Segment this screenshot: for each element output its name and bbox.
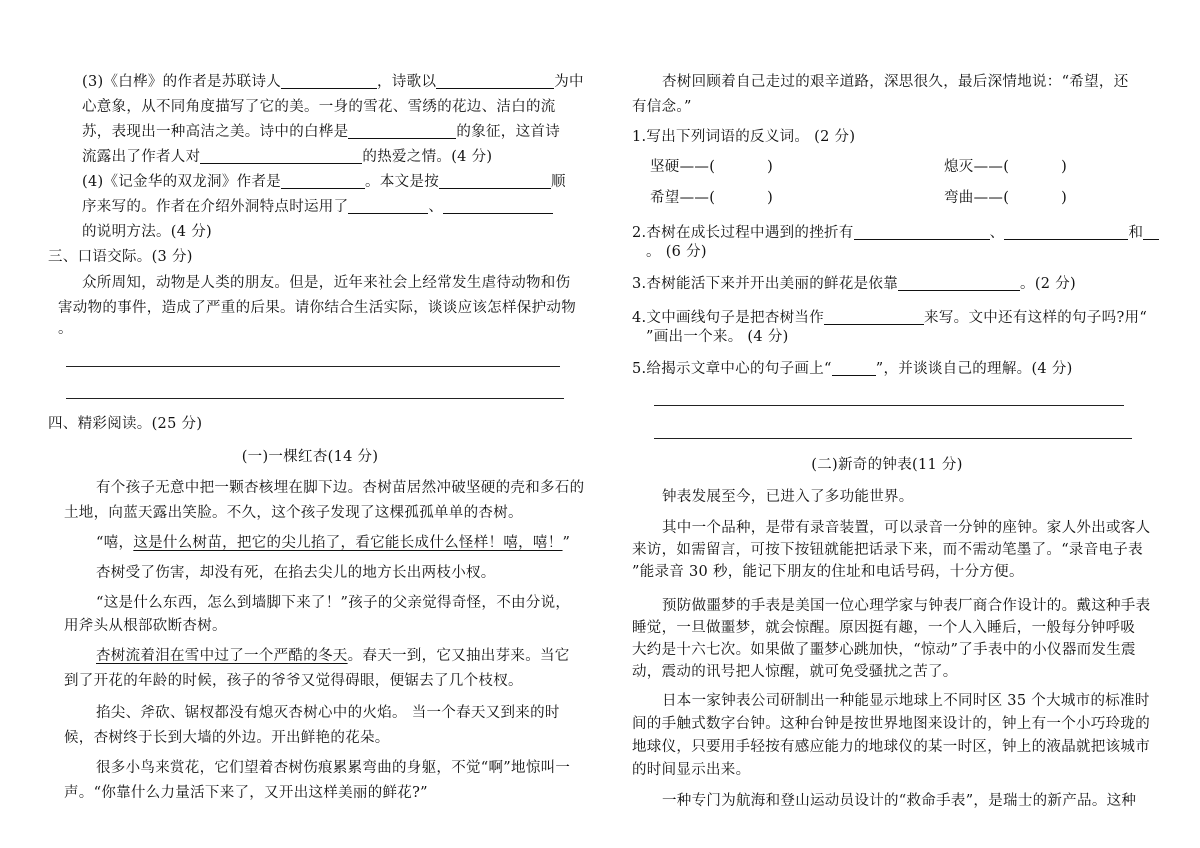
answer-blank[interactable] [281, 73, 377, 89]
p4-line2: 用斧头从根部砍断杏树。 [64, 618, 227, 634]
answer-blank[interactable] [348, 198, 428, 214]
question-2-line2: 。 (6 分) [646, 244, 707, 260]
answer-line[interactable] [66, 366, 560, 367]
answer-blank[interactable] [443, 198, 553, 214]
antonym-item: 坚硬——( ) [650, 159, 774, 175]
p7-line1: 很多小鸟来赏花，它们望着杏树伤痕累累弯曲的身躯，不觉“啊”地惊叫一 [96, 760, 571, 776]
q3-line1: (3)《白桦》的作者是苏联诗人 ，诗歌以 为中 [82, 74, 584, 90]
antonym-item: 希望——( ) [650, 190, 774, 206]
antonym-item: 熄灭——( ) [944, 159, 1068, 175]
p5-line2: 到了开花的年龄的时候，孩子的爷爷又觉得碍眼，便锯去了几个枝杈。 [64, 673, 523, 689]
b4-line1: 日本一家钟表公司研制出一种能显示地球上不同时区 35 个大城市的标准时 [662, 693, 1150, 709]
answer-blank[interactable] [898, 275, 1020, 291]
question-3: 3.杏树能活下来并开出美丽的鲜花是依靠 。(2 分) [632, 276, 1076, 292]
q3-line2: 心意象，从不同角度描写了它的美。一身的雪花、雪绣的花边、洁白的流 [82, 99, 556, 115]
passage-2-title: (二)新奇的钟表(11 分) [811, 457, 963, 473]
q3-line3: 苏，表现出一种高洁之美。诗中的白桦是 的象征，这首诗 [82, 124, 561, 140]
b2-line1: 其中一个品种，是带有录音装置，可以录音一分钟的座钟。家人外出或客人 [662, 520, 1151, 536]
question-2-line1: 2.杏树在成长过程中遇到的挫折有 、 和 [632, 222, 1159, 244]
answer-blank[interactable] [824, 309, 924, 325]
p5-line1: 杏树流着泪在雪中过了一个严酷的冬天。春天一到，它又抽出芽来。当它 [96, 648, 570, 664]
b4-line3: 地球仪，只要用手轻按有感应能力的地球仪的某一时区，钟上的液晶就把该城市 [632, 739, 1150, 755]
answer-line[interactable] [66, 398, 564, 399]
answer-blank[interactable] [832, 360, 876, 376]
underlined-sentence: 杏树流着泪在雪中过了一个严酷的冬天 [96, 648, 348, 664]
answer-line[interactable] [654, 405, 1124, 406]
answer-blank[interactable] [1004, 224, 1128, 240]
question-1: 1.写出下列词语的反义词。 (2 分) [632, 129, 856, 145]
b3-line1: 预防做噩梦的手表是美国一位心理学家与钟表厂商合作设计的。戴这种手表 [662, 598, 1151, 614]
p1-line1: 有个孩子无意中把一颗杏核埋在脚下边。杏树苗居然冲破坚硬的壳和多石的 [96, 480, 585, 496]
answer-blank[interactable] [854, 224, 990, 240]
q3-line4: 流露出了作者人对 的热爱之情。(4 分) [82, 149, 493, 165]
passage-1-title: (一)一棵红杏(14 分) [241, 449, 379, 465]
p2-line: “嘻，这是什么树苗，把它的尖儿掐了，看它能长成什么怪样！嘻，嘻！” [96, 535, 571, 551]
question-4-line2: ”画出一个来。 (4 分) [646, 329, 789, 345]
q4-line3: 的说明方法。(4 分) [82, 224, 212, 240]
p7-line2: 声。“你靠什么力量活下来了，又开出这样美丽的鲜花?” [64, 785, 428, 801]
b4-line2: 间的手触式数字台钟。这种台钟是按世界地图来设计的，钟上有一个小巧玲珑的 [632, 716, 1150, 732]
s3-para-line2: 害动物的事件，造成了严重的后果。请你结合生活实际，谈谈应该怎样保护动物 [58, 300, 576, 316]
b3-line3: 大约是十六七次。如果做了噩梦心跳加快，“惊动”了手表中的小仪器而发生震 [632, 642, 1136, 658]
s3-para-line1: 众所周知，动物是人类的朋友。但是，近年来社会上经常发生虐待动物和伤 [82, 275, 571, 291]
p4-line1: “这是什么东西，怎么到墙脚下来了！”孩子的父亲觉得奇怪，不由分说， [96, 595, 571, 611]
answer-blank[interactable] [281, 173, 365, 189]
question-4-line1: 4.文中画线句子是把杏树当作 来写。文中还有这样的句子吗?用“ [632, 310, 1148, 326]
p6-line2: 候，杏树终于长到大墙的外边。开出鲜艳的花朵。 [64, 730, 390, 746]
p1-line2: 土地，向蓝天露出笑脸。不久，这个孩子发现了这棵孤孤单单的杏树。 [64, 505, 523, 521]
p3-line: 杏树受了伤害，却没有死，在掐去尖儿的地方长出两枝小杈。 [96, 565, 496, 581]
intro-line1: 杏树回顾着自己走过的艰辛道路，深思很久，最后深情地说：“希望，还 [662, 74, 1129, 90]
b1-line: 钟表发展至今，已进入了多功能世界。 [662, 489, 914, 505]
p6-line1: 掐尖、斧砍、锯杈都没有熄灭杏树心中的火焰。 当一个春天又到来的时 [96, 705, 560, 721]
b4-line4: 的时间显示出来。 [632, 762, 751, 778]
b3-line2: 睡觉，一旦做噩梦，就会惊醒。原因挺有趣，一个人入睡后，一般每分钟呼吸 [632, 620, 1136, 636]
b2-line3: ”能录音 30 秒，能记下朋友的住址和电话号码，十分方便。 [632, 564, 1024, 580]
question-5: 5.给揭示文章中心的句子画上“ ”，并谈谈自己的理解。(4 分) [632, 361, 1073, 377]
b3-line4: 动，震动的讯号把人惊醒，就可免受骚扰之苦了。 [632, 664, 958, 680]
s3-para-line3: 。 [58, 321, 73, 337]
q4-line1: (4)《记金华的双龙洞》作者是 。本文是按 顺 [82, 174, 566, 190]
q4-line2: 序来写的。作者在介绍外洞特点时运用了 、 [82, 196, 553, 218]
section-3-heading: 三、口语交际。(3 分) [48, 249, 193, 265]
answer-blank[interactable] [439, 173, 551, 189]
section-4-heading: 四、精彩阅读。(25 分) [48, 416, 203, 432]
answer-blank[interactable] [1143, 224, 1159, 240]
answer-blank[interactable] [200, 148, 362, 164]
answer-blank[interactable] [348, 123, 456, 139]
intro-line2: 有信念。” [632, 99, 692, 115]
b2-line2: 来访，如需留言，可按下按钮就能把话录下来，而不需动笔墨了。“录音电子表 [632, 542, 1143, 558]
antonym-item: 弯曲——( ) [944, 190, 1068, 206]
answer-line[interactable] [654, 438, 1132, 439]
underlined-sentence: 这是什么树苗，把它的尖儿掐了，看它能长成什么怪样！嘻，嘻！ [133, 535, 563, 551]
b5-line1: 一种专门为航海和登山运动员设计的“救命手表”，是瑞士的新产品。这种 [662, 793, 1137, 809]
answer-blank[interactable] [436, 73, 554, 89]
